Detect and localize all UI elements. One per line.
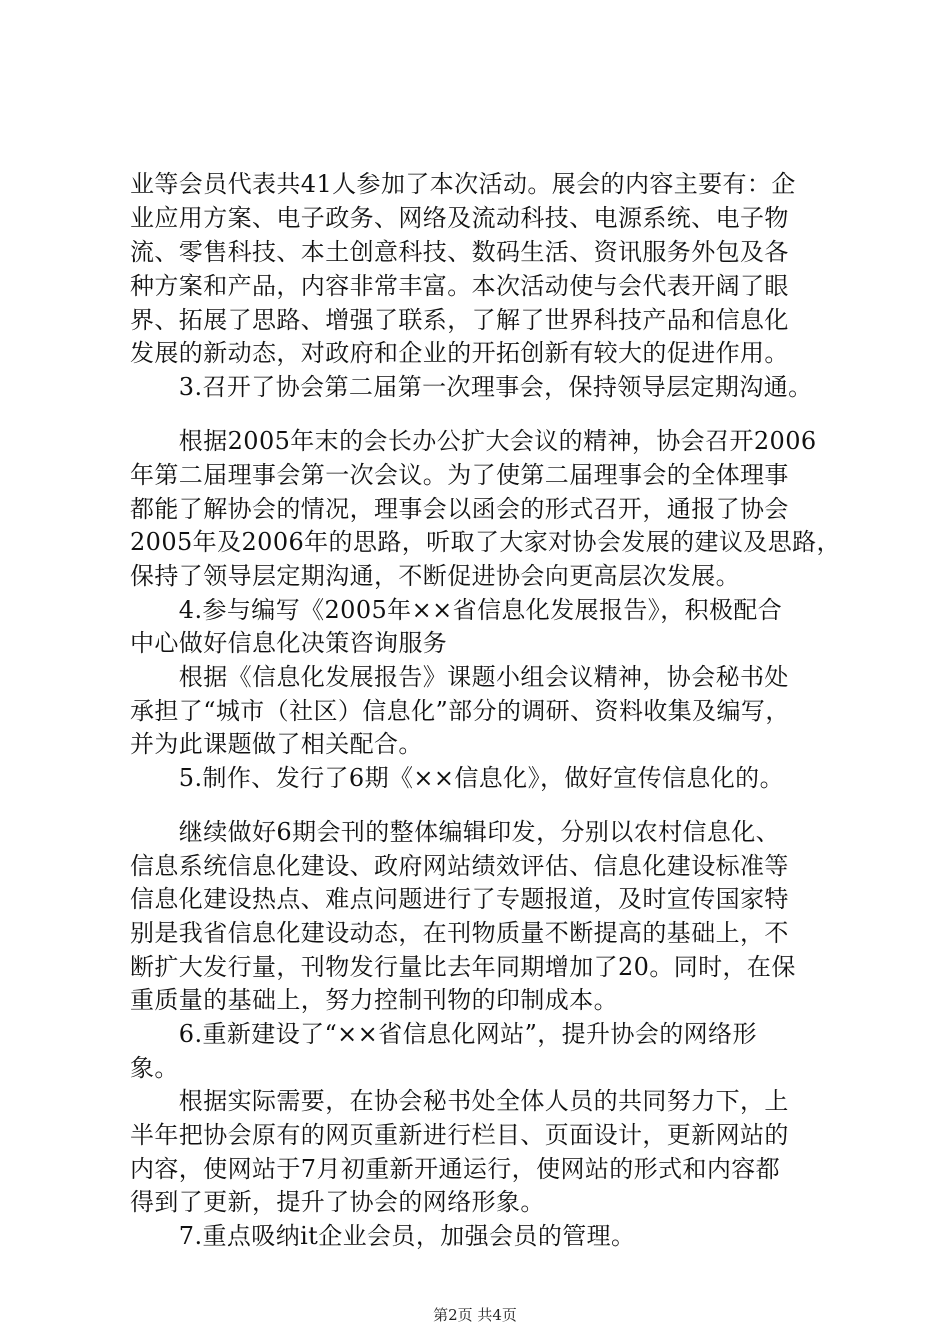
text-line: 年第二届理事会第一次会议。为了使第二届理事会的全体理事 [130, 461, 789, 489]
text-line: 重质量的基础上，努力控制刊物的印制成本。 [130, 986, 618, 1014]
text-line: 信息系统信息化建设、政府网站绩效评估、信息化建设标准等 [130, 852, 789, 880]
text-line: 根据实际需要，在协会秘书处全体人员的共同努力下，上 [130, 1087, 789, 1115]
text-line: 界、拓展了思路、增强了联系，了解了世界科技产品和信息化 [130, 306, 789, 334]
section-heading: 5.制作、发行了6期《××信息化》，做好宣传信息化的。 [130, 764, 784, 792]
text-line: 根据《信息化发展报告》课题小组会议精神，协会秘书处 [130, 663, 789, 691]
text-line: 断扩大发行量，刊物发行量比去年同期增加了20。同时，在保 [130, 953, 796, 981]
text-line: 2005年及2006年的思路，听取了大家对协会发展的建议及思路， [130, 528, 841, 556]
text-line: 业等会员代表共41人参加了本次活动。展会的内容主要有：企 [130, 170, 796, 198]
text-line: 承担了“城市（社区）信息化”部分的调研、资料收集及编写， [130, 697, 790, 725]
section-heading: 3.召开了协会第二届第一次理事会，保持领导层定期沟通。 [130, 373, 813, 401]
text-line: 业应用方案、电子政务、网络及流动科技、电源系统、电子物 [130, 204, 789, 232]
page-number-footer: 第2页 共4页 [433, 1306, 517, 1324]
text-line: 得到了更新，提升了协会的网络形象。 [130, 1188, 545, 1216]
text-line: 继续做好6期会刊的整体编辑印发，分别以农村信息化、 [130, 818, 781, 846]
text-line: 内容，使网站于7月初重新开通运行，使网站的形式和内容都 [130, 1155, 781, 1183]
text-line: 都能了解协会的情况，理事会以函会的形式召开，通报了协会 [130, 495, 789, 523]
text-line: 信息化建设热点、难点问题进行了专题报道，及时宣传国家特 [130, 885, 789, 913]
text-line: 种方案和产品，内容非常丰富。本次活动使与会代表开阔了眼 [130, 272, 789, 300]
section-heading: 7.重点吸纳it企业会员，加强会员的管理。 [130, 1222, 636, 1250]
text-line: 流、零售科技、本土创意科技、数码生活、资讯服务外包及各 [130, 238, 789, 266]
text-line: 根据2005年末的会长办公扩大会议的精神，协会召开2006 [130, 427, 817, 455]
text-line: 并为此课题做了相关配合。 [130, 730, 423, 758]
text-line: 别是我省信息化建设动态，在刊物质量不断提高的基础上，不 [130, 919, 789, 947]
section-heading: 4.参与编写《2005年××省信息化发展报告》，积极配合 [130, 596, 783, 624]
section-heading: 中心做好信息化决策咨询服务 [130, 629, 448, 657]
text-line: 保持了领导层定期沟通，不断促进协会向更高层次发展。 [130, 562, 740, 590]
text-line: 发展的新动态，对政府和企业的开拓创新有较大的促进作用。 [130, 339, 789, 367]
section-heading: 象。 [130, 1054, 179, 1082]
section-heading: 6.重新建设了“××省信息化网站”，提升协会的网络形 [130, 1020, 757, 1048]
text-line: 半年把协会原有的网页重新进行栏目、页面设计，更新网站的 [130, 1121, 789, 1149]
